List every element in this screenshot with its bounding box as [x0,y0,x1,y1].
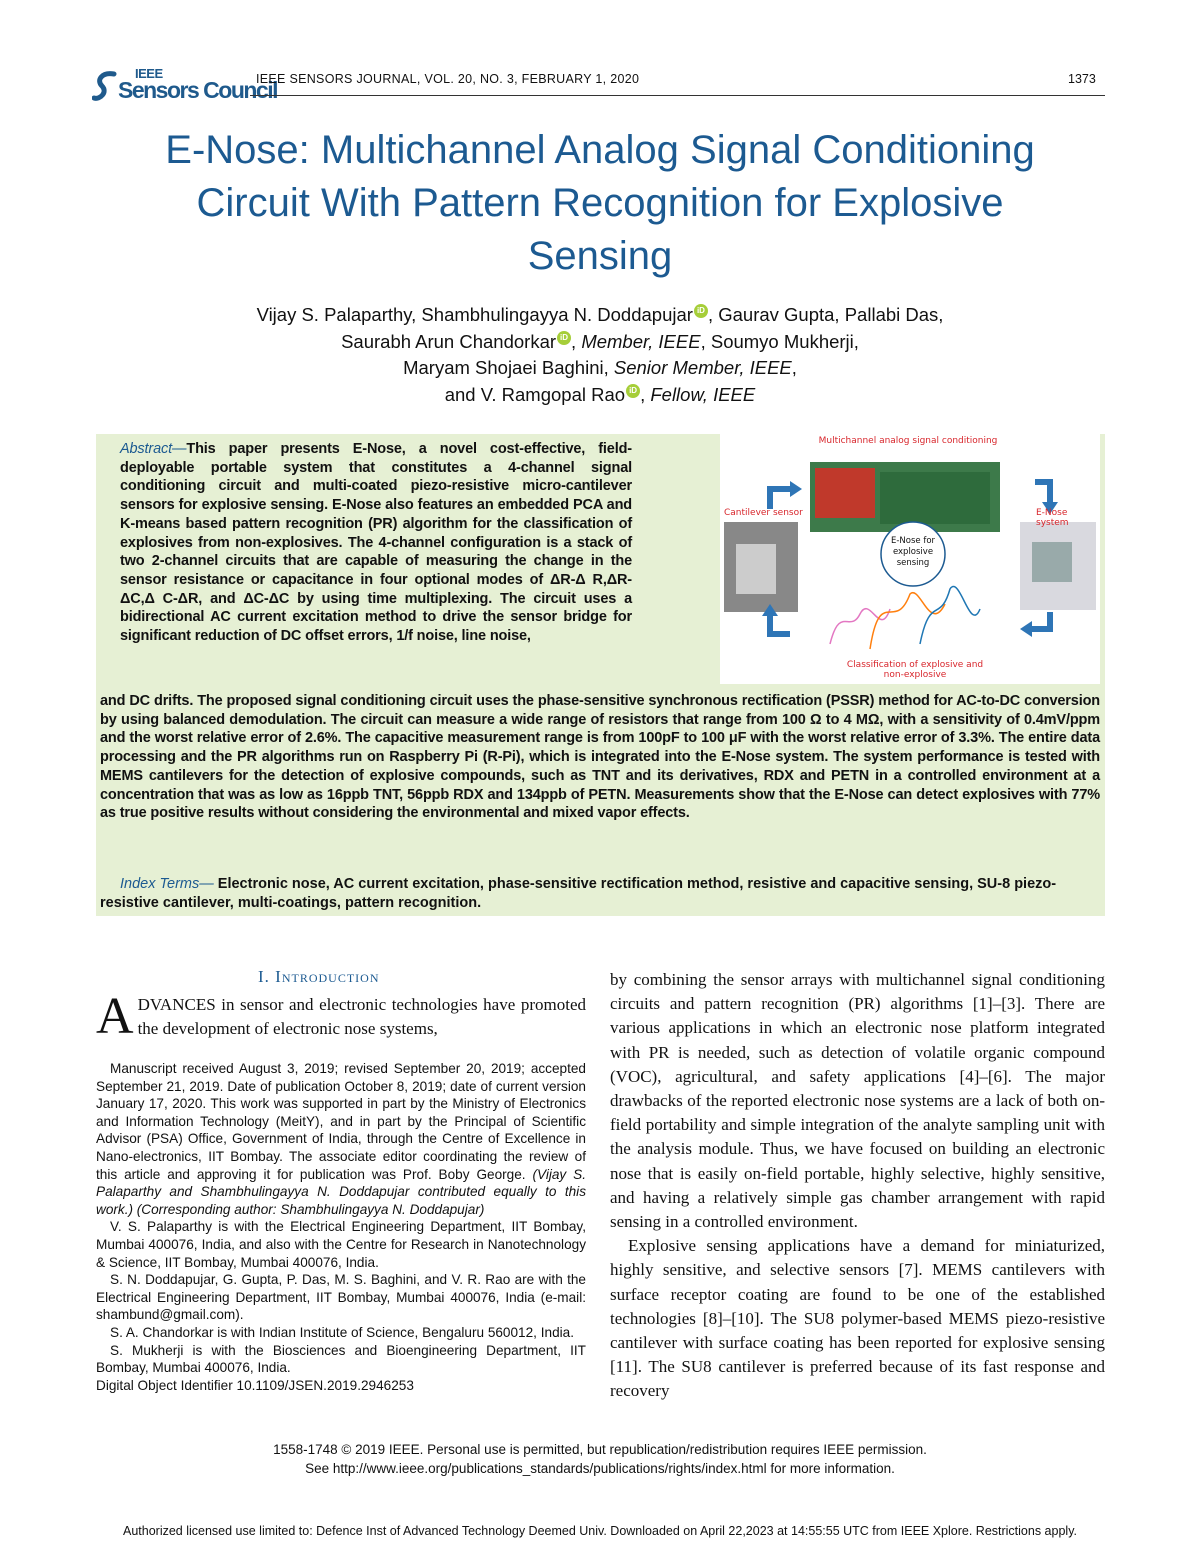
graphic-right-label: E-Nose system [1036,508,1069,528]
logo-name-text: Sensors Council [118,77,277,103]
section-title: Introduction [275,967,380,986]
red-board-module [815,468,875,518]
footnote-item: S. Mukherji is with the Biosciences and Bioengineering Department, IIT Bombay, Mumbai 400076, India. [96,1342,586,1376]
footnote-italic: (Vijay S. Palaparthy and Shambhulingayya N. Doddapujar contributed equally to this work.) (Corresponding author: Shambhulingayya N. Doddapujar) [96,1166,586,1217]
copyright-link-line[interactable]: See http://www.ieee.org/publications_standards/publications/rights/index.html for more information. [305,1461,895,1476]
paper-title: E-Nose: Multichannel Analog Signal Conditioning Circuit With Pattern Recognition for Explosive Sensing [165,128,1035,278]
graphic-top-label: Multichannel analog signal conditioning [818,436,998,446]
graphical-abstract [720,434,1100,684]
header-divider [250,95,1105,96]
author-text: , Gaurav Gupta, Pallabi Das, [707,304,944,325]
drop-cap: A [96,988,134,1045]
footnote-item: S. A. Chandorkar is with Indian Institute of Science, Bengaluru 560012, India. [110,1324,574,1340]
abstract-label: Abstract [120,441,172,457]
graphic-left-label: Cantilever sensor [724,508,803,518]
enose-screen [1032,542,1072,582]
license-notice: Authorized licensed use limited to: Defence Inst of Advanced Technology Deemed Univ. Downloaded on April 22,2023 at 14:55:55 UTC from IEEE Xplore. Restrictions apply. [122,1524,1077,1538]
author-text: and V. Ramgopal Rao [444,383,626,405]
intro-text: in sensor and electronic technologies have promoted the development of electronic nose systems, [137,995,586,1039]
cantilever-shape [736,544,776,594]
abstract-text-part1: Abstract—This paper presents E-Nose, a novel cost-effective, field-deployable portable system that constitutes a 4-channel signal conditioning circuit and multi-coated piezo-resistive micro-cantilever sensors for explosive sensing. E-Nose also features an embedded PCA and K-means based pattern recognition (PR) algorithm for the classification of explosives from non-explosives. The 4-channel configuration is a stack of two 2-channel circuits that are capable of measuring the change in the sensor resistance or capacitance in four optional modes of ΔR-Δ R,ΔR-ΔC,Δ C-ΔR, and ΔC-ΔC by using time multiplexing. The circuit uses a bidirectional AC current excitation method to drive the sensor bridge for significant reduction of DC offset errors, 1/f noise, line noise, [120,441,632,645]
intro-lead: DVANCES [137,995,216,1014]
footnote-text: Manuscript received August 3, 2019; revised September 20, 2019; accepted September 21, 2019. Date of publication October 8, 2019; date of current version January 17, 2020. This work was supported in part by the Ministry of Electronics and Information Technology (MeitY), and in part by the Principal of Scientific Advisor (PSA) Office, Government of India, through the Centre of Excellence in Nano-electronics, IIT Bombay. The associate editor coordinating the review of this article and approving it for publication was Prof. Boby George. [96,1061,586,1182]
author-text: Maryam Shojaei Baghini, [403,357,614,378]
author-role: Member, IEEE [581,330,701,352]
pca-plot-image [830,587,980,649]
index-terms: Index Terms— Electronic nose, AC current excitation, phase-sensitive rectification method, resistive and capacitive sensing, SU-8 piezo-resistive cantilever, multi-coatings, pattern recognition. [100,876,1057,911]
green-board-module [880,472,990,524]
author-text: Vijay S. Palaparthy, Shambhulingayya N. Doddapujar [256,304,693,325]
page-number: 1373 [1068,72,1096,86]
copyright-line: 1558-1748 © 2019 IEEE. Personal use is permitted, but republication/redistribution requires IEEE permission. [273,1442,927,1457]
author-role: Senior Member, IEEE [613,357,792,378]
index-terms-label: Index Terms [120,876,200,892]
body-paragraph: Explosive sensing applications have a demand for miniaturized, highly sensitive, and selective sensors [7]. MEMS cantilevers with surface receptor coating are found to be one of the established technologies [8]–[10]. The SU8 polymer-based MEMS piezo-resistive cantilever with surface coating has been reported for explosive sensing [11]. The SU8 cantilever is preferred because of its fast response and recovery [610,1236,1105,1401]
footnote-item: S. N. Doddapujar, G. Gupta, P. Das, M. S. Baghini, and V. R. Rao are with the Electrical Engineering Department, IIT Bombay, Mumbai 400076, India (e-mail: shambund@gmail.com). [96,1272,586,1323]
intro-paragraph [96,988,586,1045]
footnote-item [96,1060,586,1218]
footnote-doi: Digital Object Identifier 10.1109/JSEN.2019.2946253 [96,1377,414,1393]
sensors-council-logo [92,66,277,106]
logo-ieee-text: IEEE [135,66,163,81]
abstract-body: This paper presents E-Nose, a novel cost-effective, field-deployable portable system that constitutes a 4-channel signal conditioning circuit and multi-coated piezo-resistive micro-cantilever sensors for explosive sensing. E-Nose also features an embedded PCA and K-means based pattern recognition (PR) algorithm for the classification of explosives from non-explosives. The 4-channel configuration is a stack of two 2-channel circuits that are capable of measuring the change in the sensor resistance or capacitance in four optional modes of ΔR-Δ R,ΔR-ΔC,Δ C-ΔR, and ΔC-ΔC by using time multiplexing. The circuit uses a bidirectional AC current excitation method to drive the sensor bridge for significant reduction of DC offset errors, 1/f noise, line noise, [120,441,632,645]
section-number: I. [258,967,276,986]
right-column [610,968,1105,1404]
orcid-icon[interactable]: iD [626,384,640,398]
copyright-notice [100,1440,1100,1478]
graphic-center-label: E-Nose for explosive sensing [890,536,936,568]
author-text: , Soumyo Mukherji, [700,330,859,352]
body-paragraph: by combining the sensor arrays with multichannel signal conditioning circuits and pattern recognition (PR) algorithms [1]–[3]. There are various applications in which an electronic nose platform integrated with PR is needed, such as detection of volatile organic compound (VOC), agricultural, and safety applications [4]–[6]. The major drawbacks of the reported electronic nose systems are a lack of both on-field portability and simple integration of the analyte sampling unit with the analysis module. Thus, we have focused on building an electronic nose that is easily on-field portable, highly selective, highly sensitive, and having a relatively simple gas chamber arrangement with rapid sensing in a controlled environment. [610,970,1105,1232]
author-text: Saurabh Arun Chandorkar [341,330,557,352]
author-role: Fellow, IEEE [650,383,756,405]
orcid-icon[interactable]: iD [694,304,708,318]
orcid-icon[interactable]: iD [557,331,571,345]
footnote-block [96,1060,586,1394]
author-list: Vijay S. Palaparthy, Shambhulingayya N. Doddapujar iD , Gaurav Gupta, Pallabi Das, Saurabh Arun Chandorkar iD , Member, IEEE, Soumyo Mukherji, Maryam Shojaei Baghini, Senior Member, IEEE, and V. Ramgopal Rao iD , Fellow, IEEE [256,304,944,405]
index-terms-text: Electronic nose, AC current excitation, phase-sensitive rectification method, resistive and capacitive sensing, SU-8 piezo-resistive cantilever, multi-coatings, pattern recognition. [100,876,1057,911]
journal-header: IEEE SENSORS JOURNAL, VOL. 20, NO. 3, FEBRUARY 1, 2020 [256,72,640,86]
abstract-box [96,434,1105,916]
abstract-text-part2: and DC drifts. The proposed signal conditioning circuit uses the phase-sensitive synchronous rectification (PSSR) method for AC-to-DC conversion by using balanced demodulation. The circuit can measure a wide range of resistors that range from 100 Ω to 4 MΩ, with a sensitivity of 0.4mV/ppm and the worst relative error of 2.6%. The capacitive measurement range is from 100pF to 100 μF with the worst relative error of 3.3%. The entire data processing and the PR algorithms run on Raspberry Pi (R-Pi), which is integrated into the E-Nose system. The system performance is tested with MEMS cantilevers for the detection of explosive compounds, such as TNT and its derivatives, RDX and PETN in a controlled environment at a concentration that was as low as 16ppb TNT, 56ppb RDX and 134ppb of PETN. Measurements show that the E-Nose can detect explosives with 77% as true positive results without considering the environmental and mixed vapor effects. [100,693,1100,822]
graphic-bottom-label: Classification of explosive and non-explosive [846,660,984,680]
section-heading [258,967,380,987]
footnote-item: V. S. Palaparthy is with the Electrical Engineering Department, IIT Bombay, Mumbai 400076, India, and also with the Centre for Research in Nanotechnology & Science, IIT Bombay, Mumbai 400076, India. [96,1219,586,1270]
